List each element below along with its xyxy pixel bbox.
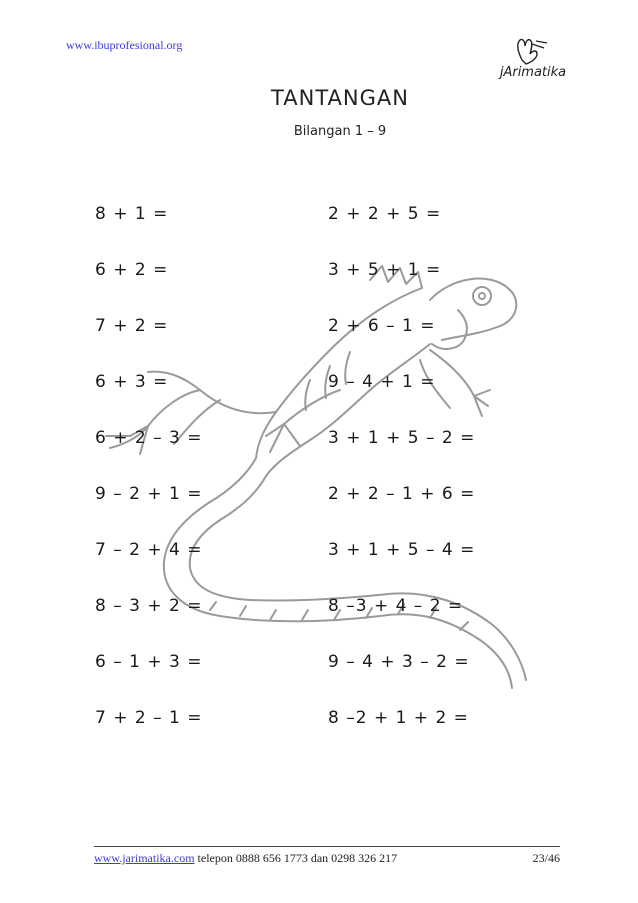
page-number: 23/46 (532, 851, 560, 865)
problem-left: 9 – 2 + 1 = (95, 484, 203, 504)
problem-right: 2 + 2 + 5 = (328, 204, 442, 224)
footer (94, 851, 560, 866)
problem-left: 7 + 2 – 1 = (95, 708, 203, 728)
footer-link[interactable]: www.jarimatika.com (94, 851, 195, 865)
logo-text: jArimatika (499, 65, 567, 80)
problem-left: 8 + 1 = (95, 204, 169, 224)
problem-right: 8 –3 + 4 – 2 = (328, 596, 464, 616)
problem-left: 8 – 3 + 2 = (95, 596, 203, 616)
problem-right: 9 – 4 + 1 = (328, 372, 436, 392)
problem-right: 3 + 5 + 1 = (328, 260, 442, 280)
page-title: TANTANGAN (271, 86, 409, 110)
site-link[interactable]: www.ibuprofesional.org (66, 38, 183, 52)
footer-divider (94, 846, 560, 847)
problem-right: 2 + 6 – 1 = (328, 316, 436, 336)
problem-left: 7 + 2 = (95, 316, 169, 336)
problem-left: 6 + 2 = (95, 260, 169, 280)
problem-right: 3 + 1 + 5 – 2 = (328, 428, 476, 448)
problem-right: 2 + 2 – 1 + 6 = (328, 484, 476, 504)
problem-left: 6 + 3 = (95, 372, 169, 392)
problem-left: 6 – 1 + 3 = (95, 652, 203, 672)
problem-left: 6 + 2 – 3 = (95, 428, 203, 448)
problem-right: 8 –2 + 1 + 2 = (328, 708, 469, 728)
problem-left: 7 – 2 + 4 = (95, 540, 203, 560)
problem-right: 3 + 1 + 5 – 4 = (328, 540, 476, 560)
footer-contact: telepon 0888 656 1773 dan 0298 326 217 (194, 851, 398, 865)
problem-right: 9 – 4 + 3 – 2 = (328, 652, 470, 672)
page-subtitle: Bilangan 1 – 9 (293, 124, 387, 139)
